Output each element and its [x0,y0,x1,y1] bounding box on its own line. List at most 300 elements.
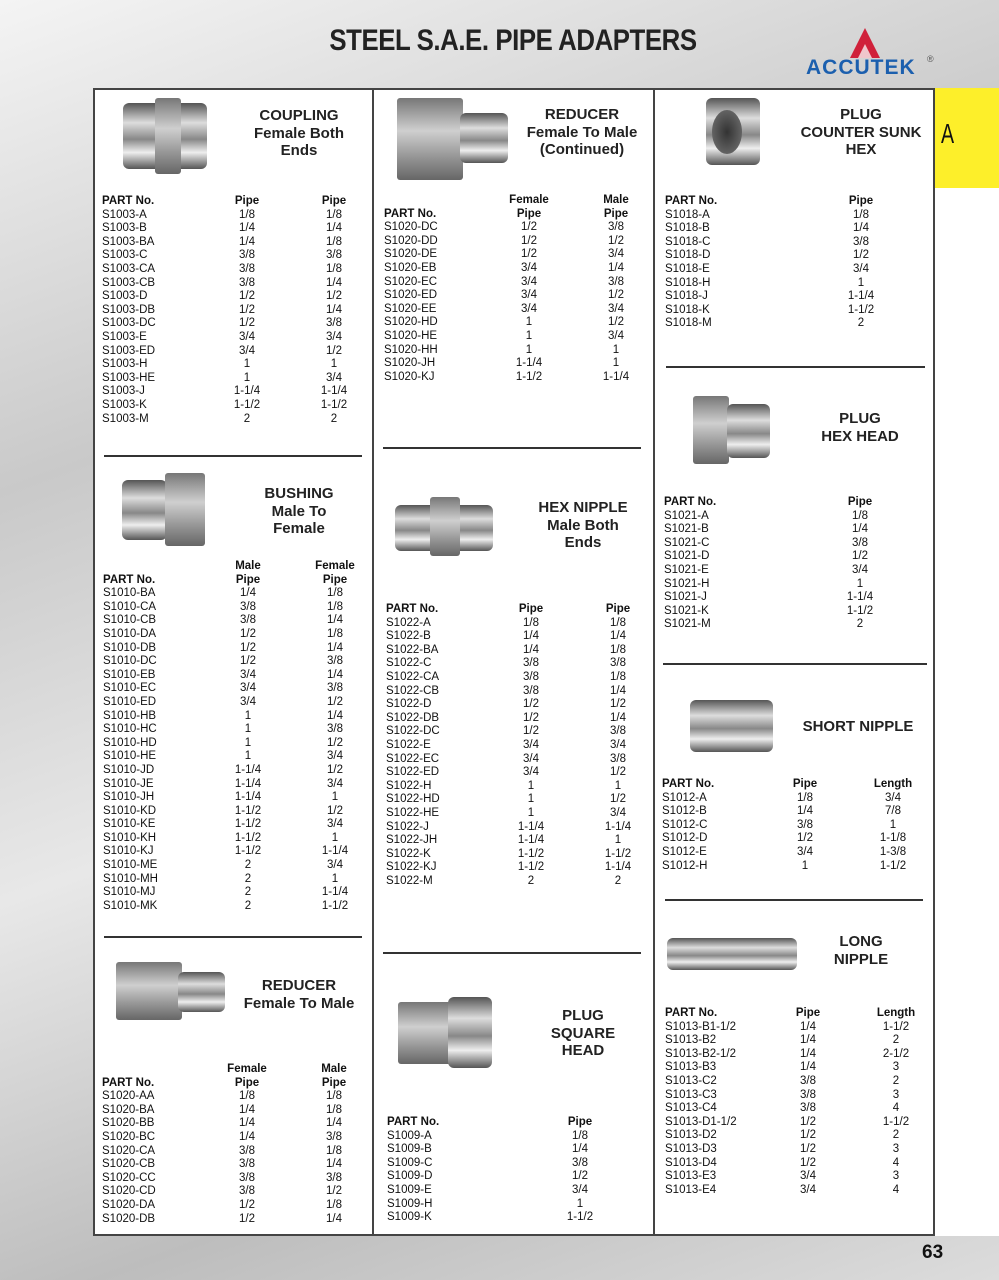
part-number: S1003-DC [102,317,156,330]
table-cell: 1/4 [608,261,624,274]
part-number: S1022-EC [386,752,440,765]
table-row [387,1170,610,1184]
title-line: Female Both [253,124,344,142]
column-header: Pipe [603,207,629,220]
part-number: S1010-HC [103,723,157,736]
table-cell: 3/8 [239,1158,255,1171]
table-row [103,845,392,859]
table-cell: 1-1/2 [321,899,349,912]
table-cell: 3/8 [240,614,256,627]
table-cell: 1 [527,806,535,819]
table-cell: 1/2 [800,1142,816,1155]
plug-hex-head-table [664,496,890,632]
table-row [386,875,675,889]
column-header: PART No. [102,195,155,207]
table-cell: 3/4 [240,695,256,708]
column-header: Pipe [321,1076,347,1089]
section-divider [383,952,641,954]
table-cell: 1 [244,723,252,736]
table-cell: 1 [576,1197,584,1210]
table-row [386,780,675,794]
table-row [103,750,392,764]
table-cell: 1-1/2 [604,847,632,860]
table-row [386,725,675,739]
table-cell: 3/4 [239,344,255,357]
table-header-row [662,778,951,792]
table-header-row [102,1077,391,1091]
part-number: S1022-A [386,616,431,629]
table-cell: 1-1/2 [234,831,262,844]
table-cell: 2 [892,1129,900,1142]
table-row [665,1116,954,1130]
column-header: Pipe [605,603,631,615]
table-cell: 1/8 [610,643,626,656]
column-header: Female [227,1063,267,1075]
table-header-row [103,574,392,588]
table-cell: 1/8 [797,791,813,804]
table-cell: 1/2 [326,290,342,303]
title-line: COUNTER SUNK [800,123,922,141]
table-row [665,236,891,250]
title-line: PLUG [562,1007,604,1024]
table-row [386,644,675,658]
table-cell: 1/8 [326,1198,342,1211]
part-number: S1003-CA [102,262,156,275]
table-row [665,1184,954,1198]
table-row [102,345,391,359]
table-row [662,860,951,874]
column-header: Pipe [322,573,348,586]
part-number: S1020-BB [102,1117,155,1130]
table-row [103,696,392,710]
table-cell: 3/8 [239,1144,255,1157]
table-cell: 1-1/4 [234,777,262,790]
logo-text: ACCUTEK [806,56,916,79]
part-number: S1020-AA [102,1090,155,1103]
table-cell: 1 [243,358,251,371]
table-row [665,277,891,291]
part-number: S1018-A [665,208,710,221]
table-cell: 3/4 [327,859,343,872]
part-number: S1013-D1-1/2 [665,1115,737,1128]
table-row [102,304,391,318]
table-cell: 1/4 [800,1047,816,1060]
part-number: S1020-CA [102,1144,156,1157]
table-cell: 1/8 [326,1144,342,1157]
table-cell: 3/8 [327,682,343,695]
table-cell: 1/8 [239,1090,255,1103]
part-number: S1021-H [664,577,710,590]
table-row [384,262,673,276]
table-row [103,614,392,628]
table-cell: 1 [331,872,339,885]
part-number: S1022-E [386,738,431,751]
part-number: S1009-E [387,1183,432,1196]
column-header: Pipe [847,496,873,508]
table-cell: 2 [243,412,251,425]
table-cell: 1/4 [610,684,626,697]
table-cell: 3/4 [800,1183,816,1196]
section-divider [383,447,641,449]
table-cell: 3/4 [800,1170,816,1183]
title-line: COUPLING [259,107,339,124]
table-row [665,222,891,236]
table-cell: 2 [244,859,252,872]
part-number: S1003-K [102,398,147,411]
part-number: S1010-EC [103,682,157,695]
part-number: S1020-DB [102,1212,156,1225]
table-row [103,764,392,778]
table-cell: 1/2 [521,234,537,247]
table-row [102,249,391,263]
section-divider [104,936,362,938]
table-row [102,236,391,250]
table-row [386,630,675,644]
table-row [664,578,890,592]
table-row [103,601,392,615]
table-row [662,805,951,819]
table-row [665,1089,954,1103]
part-number: S1021-M [664,618,711,631]
table-cell: 1/4 [326,222,342,235]
table-cell: 3/8 [800,1102,816,1115]
coupling-title [199,107,399,160]
part-number: S1003-J [102,385,145,398]
table-cell: 3/8 [327,655,343,668]
table-cell: 1/4 [326,303,342,316]
table-cell: 1-1/2 [234,818,262,831]
table-row [387,1143,610,1157]
table-cell: 1/2 [239,303,255,316]
column-header: Pipe [848,195,874,207]
table-cell: 3/4 [610,806,626,819]
part-number: S1012-C [662,818,708,831]
part-number: S1013-D3 [665,1142,717,1155]
part-number: S1022-C [386,657,432,670]
table-cell: 3/4 [327,818,343,831]
table-cell: 1 [527,779,535,792]
part-number: S1020-BC [102,1130,156,1143]
table-row [386,657,675,671]
table-cell: 1/8 [852,509,868,522]
table-row [386,739,675,753]
table-cell: 1/2 [239,1212,255,1225]
title-line: SHORT NIPPLE [802,718,914,735]
part-number: S1022-HE [386,806,440,819]
coupling-table [102,195,391,426]
part-number: S1012-B [662,805,707,818]
title-line: LONG [839,933,883,950]
part-number: S1022-JH [386,834,438,847]
table-row [665,249,891,263]
part-number: S1020-DC [384,221,438,234]
hex-nipple-table [386,603,675,888]
table-cell: 1-1/4 [233,385,261,398]
column-header: Length [876,1007,916,1019]
part-number: S1003-E [102,330,147,343]
table-row [103,642,392,656]
part-number: S1010-HD [103,736,157,749]
table-row [665,1143,954,1157]
part-number: S1009-D [387,1170,433,1183]
table-cell: 1/2 [797,832,813,845]
table-row [102,1131,391,1145]
table-cell: 1/2 [326,1185,342,1198]
table-row [386,671,675,685]
table-cell: 1-1/4 [515,357,543,370]
part-number: S1020-JH [384,357,436,370]
part-number: S1009-B [387,1143,432,1156]
table-cell: 3/4 [797,845,813,858]
column-header: Pipe [234,1076,260,1089]
part-number: S1020-HE [384,329,438,342]
long-nipple-table [665,1007,954,1197]
part-number: S1021-D [664,550,710,563]
table-cell: 1-1/2 [517,861,545,874]
title-line: Male Both [547,516,619,534]
part-number: S1022-BA [386,643,439,656]
column-header: PART No. [387,1116,440,1128]
table-row [384,344,673,358]
column-header: Pipe [518,603,544,615]
table-cell: 3/8 [572,1156,588,1169]
part-number: S1020-ED [384,289,438,302]
table-cell: 3/4 [239,330,255,343]
column-header: PART No. [384,207,437,220]
title-line: PLUG [839,410,881,427]
table-row [384,235,673,249]
table-cell: 1/2 [521,221,537,234]
part-number: S1020-EB [384,261,437,274]
table-row [665,1048,954,1062]
table-cell: 1/2 [521,248,537,261]
table-row [103,873,392,887]
table-cell: 3/8 [797,818,813,831]
table-cell: 1/2 [800,1156,816,1169]
table-cell: 1-1/2 [515,370,543,383]
table-cell: 3/8 [610,657,626,670]
table-row [102,1185,391,1199]
table-cell: 1-1/2 [882,1020,910,1033]
table-cell: 3/4 [523,766,539,779]
table-row [662,846,951,860]
table-cell: 1 [244,736,252,749]
title-line: NIPPLE [833,950,889,968]
table-row [103,805,392,819]
table-row [102,1199,391,1213]
table-cell: 1-1/2 [320,398,348,411]
section-divider [104,455,362,457]
table-cell: 1-1/4 [602,370,630,383]
table-row [384,371,673,385]
page-number: 63 [922,1242,944,1263]
part-number: S1013-B2-1/2 [665,1047,736,1060]
part-number: S1003-DB [102,303,156,316]
column-header: Male [321,1063,347,1075]
table-cell: 1/4 [326,1212,342,1225]
part-number: S1003-ED [102,344,156,357]
table-cell: 3 [892,1170,900,1183]
part-number: S1012-A [662,791,707,804]
part-number: S1018-J [665,290,708,303]
title-line: REDUCER [544,106,620,123]
table-row [103,723,392,737]
column-header: PART No. [103,573,156,586]
table-row [665,1102,954,1116]
table-cell: 3/8 [610,752,626,765]
table-cell: 1/4 [327,668,343,681]
part-number: S1010-JH [103,791,155,804]
bushing-title [199,485,399,538]
section-tab-label: A [941,118,955,149]
part-number: S1010-MK [103,899,158,912]
table-row [386,807,675,821]
table-row [384,316,673,330]
part-number: S1022-ED [386,766,440,779]
part-number: S1010-KJ [103,845,154,858]
title-line: Male To [271,502,327,520]
table-row [387,1130,610,1144]
part-number: S1013-B2 [665,1034,717,1047]
column-header: PART No. [665,1007,718,1019]
logo-registered-mark: ® [927,54,934,64]
table-row [386,766,675,780]
table-cell: 1/4 [326,1117,342,1130]
table-row [103,818,392,832]
part-number: S1018-M [665,317,712,330]
part-number: S1020-HD [384,316,438,329]
part-number: S1010-EB [103,668,156,681]
table-cell: 1-1/4 [234,763,262,776]
column-header: PART No. [386,603,439,615]
part-number: S1020-EC [384,275,438,288]
table-cell: 1-1/2 [234,845,262,858]
part-number: S1021-J [664,591,707,604]
title-line: HEAD [561,1042,605,1060]
part-number: S1009-H [387,1197,433,1210]
table-row [386,685,675,699]
table-cell: 3/8 [608,221,624,234]
table-cell: 3/4 [327,750,343,763]
title-line: Female To Male [243,994,355,1012]
table-cell: 1/4 [797,805,813,818]
table-cell: 3/8 [326,249,342,262]
part-number: S1003-CB [102,276,156,289]
part-number: S1020-DE [384,248,438,261]
table-header-row [102,195,391,209]
part-number: S1013-D4 [665,1156,717,1169]
table-row [102,372,391,386]
table-header-row [386,603,675,617]
part-number: S1013-C3 [665,1088,717,1101]
part-number: S1022-D [386,698,432,711]
table-cell: 1/2 [326,344,342,357]
part-number: S1020-EE [384,302,437,315]
table-row [386,848,675,862]
column-header: Pipe [235,573,261,586]
table-row [103,778,392,792]
table-cell: 2 [244,886,252,899]
table-cell: 1-1/2 [234,804,262,817]
table-row [665,1157,954,1171]
table-row [102,317,391,331]
table-cell: 3/8 [326,1171,342,1184]
table-cell: 2 [892,1034,900,1047]
table-cell: 1/4 [800,1061,816,1074]
table-cell: 1 [244,709,252,722]
table-cell: 3/8 [326,317,342,330]
table-header-row [665,195,891,209]
table-cell: 2 [244,899,252,912]
table-cell: 1-1/4 [321,845,349,858]
title-line: Ends [280,142,318,160]
table-cell: 1/4 [326,1158,342,1171]
part-number: S1010-JE [103,777,154,790]
part-number: S1010-MH [103,872,158,885]
part-number: S1003-BA [102,235,155,248]
table-cell: 1/2 [608,316,624,329]
part-number: S1010-CA [103,600,157,613]
part-number: S1010-JD [103,763,155,776]
column-header: Female [509,194,549,206]
plug-hex-head-title [760,410,960,445]
part-number: S1003-H [102,358,148,371]
table-row [102,1172,391,1186]
table-row [386,834,675,848]
table-cell: 1 [527,793,535,806]
table-cell: 3/4 [608,329,624,342]
table-row [103,859,392,873]
table-cell: 1/4 [327,709,343,722]
table-cell: 3/8 [326,1130,342,1143]
table-row [103,886,392,900]
table-cell: 1-1/4 [321,886,349,899]
table-cell: 1-1/2 [517,847,545,860]
table-cell: 1-1/2 [879,859,907,872]
table-cell: 3/4 [521,289,537,302]
part-number: S1013-B3 [665,1061,717,1074]
table-row [103,710,392,724]
part-number: S1022-J [386,820,429,833]
table-cell: 1/4 [239,1117,255,1130]
table-row [386,617,675,631]
table-row [665,263,891,277]
table-cell: 1/2 [240,655,256,668]
title-line: HEX HEAD [821,427,899,445]
part-number: S1020-HH [384,343,438,356]
table-cell: 1-1/4 [604,861,632,874]
part-number: S1012-D [662,832,708,845]
part-number: S1012-H [662,859,708,872]
part-number: S1009-K [387,1211,432,1224]
part-number: S1013-C4 [665,1102,717,1115]
table-cell: 1-1/4 [517,834,545,847]
table-cell: 3/4 [523,738,539,751]
reducer-continued-table [384,194,673,384]
part-number: S1010-HE [103,750,157,763]
part-number: S1021-A [664,509,709,522]
part-number: S1021-B [664,523,709,536]
table-cell: 1 [331,791,339,804]
table-row [103,737,392,751]
table-cell: 1/8 [327,600,343,613]
table-cell: 1-1/2 [566,1211,594,1224]
table-cell: 1-1/2 [233,398,261,411]
table-row [387,1198,610,1212]
title-line: BUSHING [264,485,334,502]
table-cell: 4 [892,1156,900,1169]
table-row [102,263,391,277]
